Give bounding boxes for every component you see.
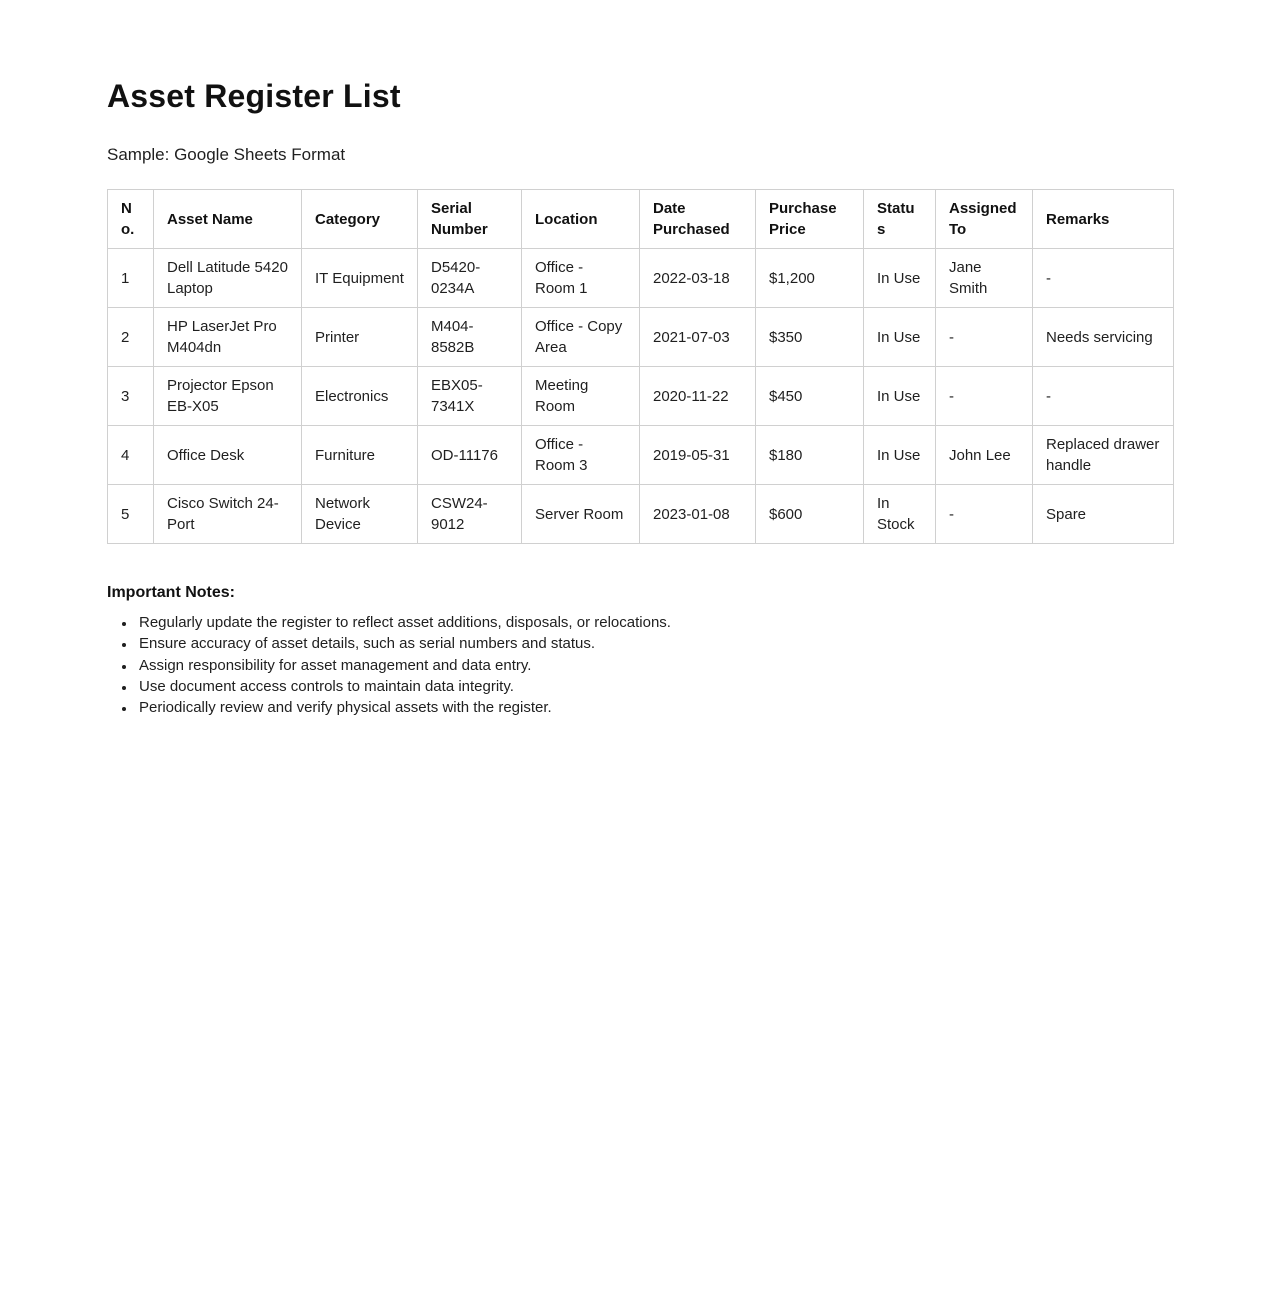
table-cell: In Use bbox=[864, 308, 936, 367]
table-cell: - bbox=[936, 367, 1033, 426]
table-cell: $450 bbox=[756, 367, 864, 426]
column-header: Assigned To bbox=[936, 190, 1033, 249]
table-cell: Office - Copy Area bbox=[522, 308, 640, 367]
table-cell: 2021-07-03 bbox=[640, 308, 756, 367]
table-cell: OD-11176 bbox=[418, 426, 522, 485]
table-row bbox=[108, 249, 1174, 308]
table-cell: $350 bbox=[756, 308, 864, 367]
table-cell: 2023-01-08 bbox=[640, 485, 756, 544]
table-row bbox=[108, 485, 1174, 544]
column-header: No. bbox=[108, 190, 154, 249]
column-header: Purchase Price bbox=[756, 190, 864, 249]
table-cell: Printer bbox=[302, 308, 418, 367]
table-cell: Electronics bbox=[302, 367, 418, 426]
table-cell: 2022-03-18 bbox=[640, 249, 756, 308]
column-header: Remarks bbox=[1033, 190, 1174, 249]
note-item: • Periodically review and verify physical assets with the register. bbox=[136, 697, 1172, 718]
table-cell: Projector Epson EB-X05 bbox=[154, 367, 302, 426]
table-cell: Server Room bbox=[522, 485, 640, 544]
notes-heading: Important Notes: bbox=[107, 584, 235, 601]
column-header: Category bbox=[302, 190, 418, 249]
column-header: Serial Number bbox=[418, 190, 522, 249]
note-item: • Assign responsibility for asset management and data entry. bbox=[136, 655, 1172, 676]
table-cell: In Use bbox=[864, 249, 936, 308]
table-cell: 2 bbox=[108, 308, 154, 367]
table-row bbox=[108, 426, 1174, 485]
table-cell: In Stock bbox=[864, 485, 936, 544]
table-cell: Jane Smith bbox=[936, 249, 1033, 308]
page-subtitle: Sample: Google Sheets Format bbox=[107, 145, 346, 164]
table-cell: D5420-0234A bbox=[418, 249, 522, 308]
table-cell: Spare bbox=[1033, 485, 1174, 544]
table-cell: HP LaserJet Pro M404dn bbox=[154, 308, 302, 367]
table-cell: - bbox=[936, 308, 1033, 367]
note-item: • Use document access controls to maintain data integrity. bbox=[136, 676, 1172, 697]
table-cell: Dell Latitude 5420 Laptop bbox=[154, 249, 302, 308]
table-cell: Cisco Switch 24-Port bbox=[154, 485, 302, 544]
table-cell: In Use bbox=[864, 426, 936, 485]
table-cell: Needs servicing bbox=[1033, 308, 1174, 367]
table-cell: $1,200 bbox=[756, 249, 864, 308]
table-cell: Office Desk bbox=[154, 426, 302, 485]
note-item: • Ensure accuracy of asset details, such as serial numbers and status. bbox=[136, 633, 1172, 654]
table-cell: M404-8582B bbox=[418, 308, 522, 367]
notes-list bbox=[107, 612, 1172, 718]
table-cell: Office - Room 1 bbox=[522, 249, 640, 308]
table-cell: 2019-05-31 bbox=[640, 426, 756, 485]
table-cell: IT Equipment bbox=[302, 249, 418, 308]
page-title: Asset Register List bbox=[107, 78, 401, 114]
table-cell: $180 bbox=[756, 426, 864, 485]
table-header-row bbox=[108, 190, 1174, 249]
table-cell: - bbox=[1033, 249, 1174, 308]
table-cell: $600 bbox=[756, 485, 864, 544]
table-cell: Network Device bbox=[302, 485, 418, 544]
table-cell: 4 bbox=[108, 426, 154, 485]
asset-register-table bbox=[107, 189, 1174, 544]
table-cell: In Use bbox=[864, 367, 936, 426]
table-cell: - bbox=[936, 485, 1033, 544]
note-item: • Regularly update the register to reflect asset additions, disposals, or relocations. bbox=[136, 612, 1172, 633]
table-cell: Replaced drawer handle bbox=[1033, 426, 1174, 485]
table-cell: Meeting Room bbox=[522, 367, 640, 426]
table-row bbox=[108, 308, 1174, 367]
column-header: Asset Name bbox=[154, 190, 302, 249]
table-cell: Furniture bbox=[302, 426, 418, 485]
table-cell: John Lee bbox=[936, 426, 1033, 485]
table-cell: 1 bbox=[108, 249, 154, 308]
table-cell: EBX05-7341X bbox=[418, 367, 522, 426]
column-header: Status bbox=[864, 190, 936, 249]
table-cell: - bbox=[1033, 367, 1174, 426]
table-cell: 3 bbox=[108, 367, 154, 426]
column-header: Date Purchased bbox=[640, 190, 756, 249]
table-cell: 5 bbox=[108, 485, 154, 544]
table-cell: Office - Room 3 bbox=[522, 426, 640, 485]
column-header: Location bbox=[522, 190, 640, 249]
table-cell: 2020-11-22 bbox=[640, 367, 756, 426]
table-row bbox=[108, 367, 1174, 426]
table-cell: CSW24-9012 bbox=[418, 485, 522, 544]
